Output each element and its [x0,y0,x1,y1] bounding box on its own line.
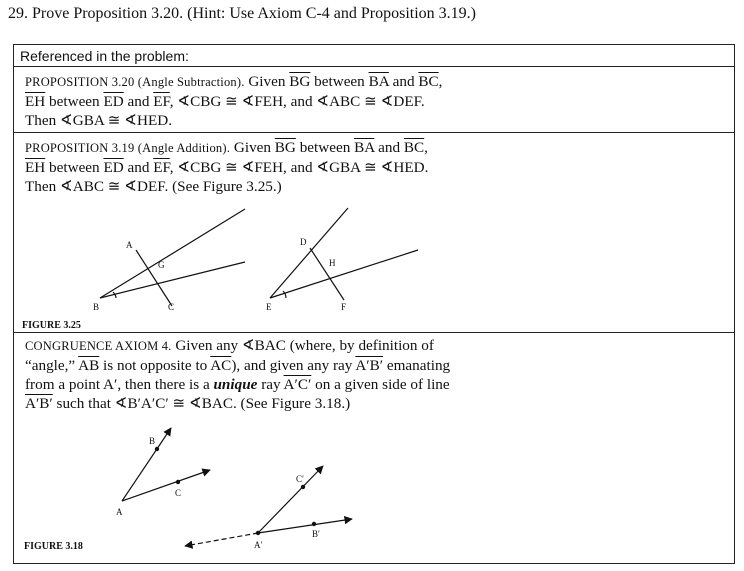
text-run: , ∢CBG ≅ ∢FEH, and ∢ABC ≅ ∢DEF. [169,93,425,110]
proposition-3-19-text [25,138,505,196]
ray-apbp: A′B′ [355,357,384,374]
label-c-prime: C′ [296,474,304,484]
reference-box [13,44,735,564]
ray-ed: $\overline{ED}$ [103,93,124,110]
ray-eh: $\overline{EH}$ [25,159,46,176]
text-run: and [388,73,419,90]
axiom-4-text [25,336,515,413]
ray-ab: $\overline{AB}$ [78,357,100,374]
ray-apcp: A′C′ [283,376,312,393]
ray-eh: $\overline{EH}$ [25,93,46,110]
ray-bc: $\overline{BC}$ [403,139,425,156]
axiom-4-lead: CONGRUENCE AXIOM 4. [25,339,172,353]
text-run: from a point A′, then there is a [25,376,214,393]
prop-3-20-lead: PROPOSITION 3.20 (Angle Subtraction). [25,75,245,89]
text-run: ray [257,376,284,393]
text-run: between [310,73,369,90]
congruence-axiom-4-section [14,333,734,565]
ray-ef: $\overline{EF}$ [153,93,170,110]
label-b: B [93,302,100,312]
text-run: , [438,73,443,90]
text-run: between [45,93,104,110]
label-f: F [341,302,347,312]
ray-bg: $\overline{BG}$ [289,73,311,90]
label-a: A [116,507,123,517]
proposition-3-20-section [14,67,734,133]
text-run: Given [230,139,275,156]
line-apbp: A′B′ [25,395,53,412]
label-c: C [168,302,175,312]
ray-bg: $\overline{BG}$ [274,139,296,156]
text-run: “angle,” [25,357,79,374]
text-run: ), and given any ray [231,357,356,374]
proposition-3-20-text [25,72,505,130]
prop-3-19-conclusion: Then ∢ABC ≅ ∢DEF. (See Figure 3.25.) [25,178,282,195]
ray-ef: $\overline{EF}$ [153,159,170,176]
figure-3-25-caption: FIGURE 3.25 [22,320,81,331]
text-run: and [123,159,154,176]
unique-emphasis: unique [213,376,258,393]
text-run: and [374,139,404,156]
proposition-3-19-section [14,133,734,333]
problem-statement: 29. Prove Proposition 3.20. (Hint: Use Axiom C-4 and Proposition 3.19.) [8,5,476,22]
text-run: and [123,93,154,110]
text-run: between [295,139,355,156]
label-b: B [149,436,156,446]
text-run: is not opposite to [99,357,211,374]
ray-ba: $\overline{BA}$ [368,73,389,90]
text-run: Given any ∢BAC (where, by definition of [171,337,434,354]
prop-3-19-lead: PROPOSITION 3.19 (Angle Addition). [25,141,231,155]
label-a-prime: A′ [254,540,263,550]
text-run: Given [244,73,290,90]
label-h: H [329,258,336,268]
label-c: C [175,488,182,498]
text-run: on a given side of line [311,376,450,393]
reference-heading: Referenced in the problem: [14,45,734,67]
label-b-prime: B′ [312,529,320,539]
ray-ba: $\overline{BA}$ [354,139,375,156]
ray-ac: $\overline{AC}$ [210,357,232,374]
text-run: , [424,139,428,156]
label-d: D [300,237,307,247]
label-g: G [158,260,165,270]
label-a: A [126,240,133,250]
text-run: , ∢CBG ≅ ∢FEH, and ∢GBA ≅ ∢HED. [169,159,429,176]
figure-3-18-caption: FIGURE 3.18 [24,541,83,552]
prop-3-20-conclusion: Then ∢GBA ≅ ∢HED. [25,112,173,129]
text-run: emanating [383,357,451,374]
text-run: such that ∢B′A′C′ ≅ ∢BAC. (See Figure 3.18.) [52,395,351,412]
label-e: E [266,302,272,312]
text-run: between [45,159,104,176]
ray-ed: $\overline{ED}$ [103,159,124,176]
ray-bc: $\overline{BC}$ [418,73,439,90]
